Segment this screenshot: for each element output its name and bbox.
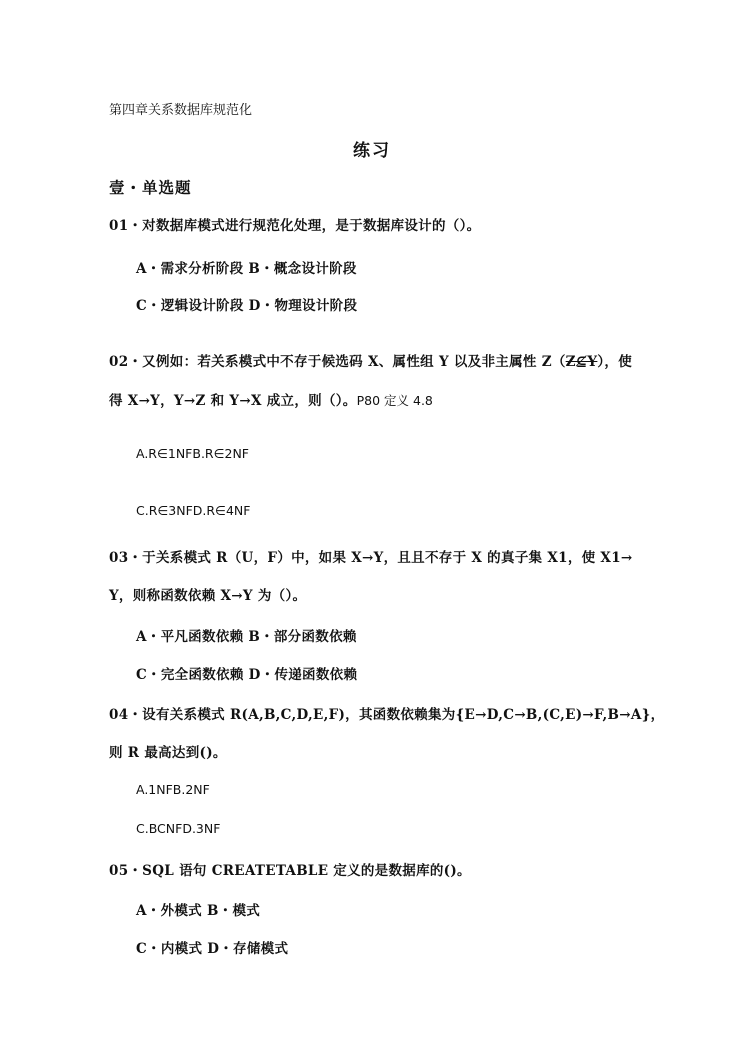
question-04-option-ab: A.1NFB.2NF xyxy=(136,782,210,797)
page-title: 练习 xyxy=(353,141,391,161)
question-05-option-cd: C・内模式 D・存储模式 xyxy=(136,941,289,957)
question-02-text-pre: 02・又例如：若关系模式中不存于候选码 X、属性组 Y 以及非主属性 Z（ xyxy=(109,354,566,370)
question-02-option-cd: C.R∈3NFD.R∈4NF xyxy=(136,503,251,518)
question-02-option-ab: A.R∈1NFB.R∈2NF xyxy=(136,446,249,461)
question-03-text-line1: 03・于关系模式 R（U，F）中，如果 X→Y，且且不存于 X 的真子集 X1，使 X1→ xyxy=(109,550,633,566)
question-03-option-cd: C・完全函数依赖 D・传递函数依赖 xyxy=(136,667,358,683)
question-04-text-line2: 则 R 最高达到()。 xyxy=(109,745,227,761)
question-03-option-ab: A・平凡函数依赖 B・部分函数依赖 xyxy=(136,629,357,645)
question-03-text-line2: Y，则称函数依赖 X→Y 为（）。 xyxy=(109,588,307,604)
question-04-text-line1: 04・设有关系模式 R(A,B,C,D,E,F)，其函数依赖集为{E→D,C→B,(C,E)→F,B→A}， xyxy=(109,707,665,723)
question-02-struck-notation: Z⊈Y xyxy=(565,354,598,370)
question-05-text: 05・SQL 语句 CREATETABLE 定义的是数据库的()。 xyxy=(109,863,471,879)
chapter-heading: 第四章关系数据库规范化 xyxy=(109,103,253,118)
question-02-reference-note: P80 定义 4.8 xyxy=(356,393,433,408)
question-02-text-line1 xyxy=(109,350,632,370)
question-01-text: 01・对数据库模式进行规范化处理，是于数据库设计的（）。 xyxy=(109,218,481,234)
question-02-text-post: ），使 xyxy=(597,354,633,370)
question-02-text-main: 得 X→Y，Y→Z 和 Y→X 成立，则（）。 xyxy=(109,393,357,409)
question-02-text-line2 xyxy=(109,389,433,409)
question-05-option-ab: A・外模式 B・模式 xyxy=(136,903,261,919)
section-heading: 壹・单选题 xyxy=(109,178,192,197)
question-04-option-cd: C.BCNFD.3NF xyxy=(136,821,221,836)
question-01-option-ab: A・需求分析阶段 B・概念设计阶段 xyxy=(136,261,357,277)
question-01-option-cd: C・逻辑设计阶段 D・物理设计阶段 xyxy=(136,298,358,314)
